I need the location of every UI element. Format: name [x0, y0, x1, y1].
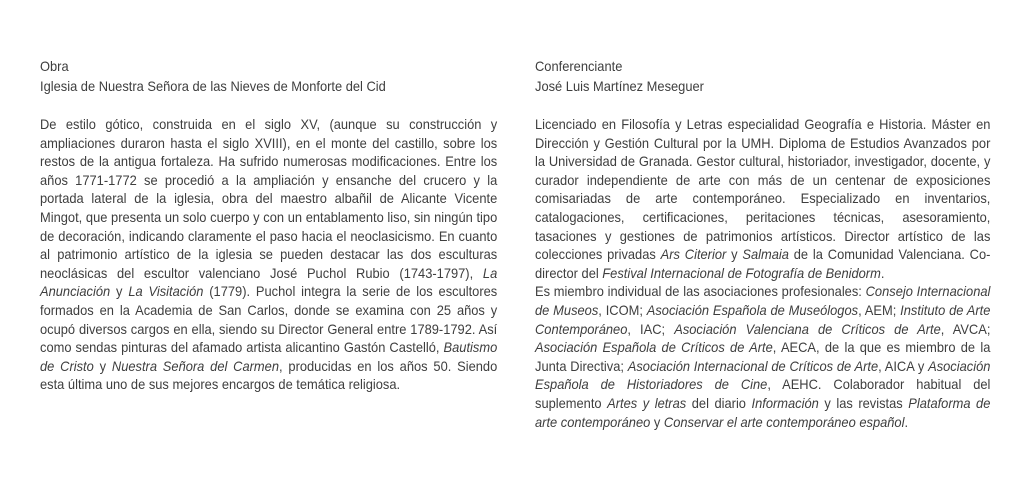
speaker-header — [535, 57, 990, 96]
speaker-bio-paragraph: Es miembro individual de las asociaciones profesionales: Consejo Internacional de Museos, ICOM; Asociación Española de Museólogos, AEM; Instituto de Arte Contemporáneo, IAC; Asociación Valenciana de Críticos de Arte, AVCA; Asociación Española de Críticos de Arte, AECA, de la que es miembro de la Junta Directiva; Asociación Internacional de Críticos de Arte, AICA y Asociación Española de Historiadores de Cine, AEHC. Colaborador habitual del suplemento Artes y letras del diario Información y las revistas Plataforma de arte contemporáneo y Conservar el arte contemporáneo español. — [535, 283, 991, 430]
speaker-bio-paragraph: Licenciado en Filosofía y Letras especialidad Geografía e Historia. Máster en Dirección y Gestión Cultural por la UMH. Diploma de Estudios Avanzados por la Universidad de Granada. Gestor cultural, historiador, investigador, docente, y curador independiente de arte con más de un centenar de exposiciones comisariadas de arte contemporáneo. Especializado en inventarios, catalogaciones, certificaciones, peritaciones técnicas, asesoramiento, tasaciones y gestiones de patrimonios artísticos. Director artístico de las colecciones privadas Ars Citerior y Salmaia de la Comunidad Valenciana. Co-director del Festival Internacional de Fotografía de Benidorm. — [535, 116, 991, 281]
work-section-label: Obra — [40, 58, 69, 74]
speaker-name: José Luis Martínez Meseguer — [535, 77, 704, 94]
work-description-paragraph: De estilo gótico, construida en el siglo XV, (aunque su construcción y ampliaciones duraron hasta el siglo XVIII), en el monte del castillo, sobre los restos de la antigua fortaleza. Ha sufrido numerosas modificaciones. Entre los años 1771-1772 se procedió a la ampliación y ensanche del crucero y la portada lateral de la iglesia, obra del maestro albañil de Alicante Vicente Mingot, que presenta un solo cuerpo y con un entablamento liso, sin ningún tipo de decoración, indicando claramente el paso hacia el neoclasicismo. En cuanto al patrimonio artístico de la iglesia se pueden destacar las dos esculturas neoclásicas del escultor valenciano José Puchol Rubio (1743-1797), La Anunciación y La Visitación (1779). Puchol integra la serie de los escultores formados en la Academia de San Carlos, donde se examina con 25 años y ocupó diversos cargos en ella, siendo su Director General entre 1789-1792. Así como sendas pinturas del afamado artista alicantino Gastón Castelló, Bautismo de Cristo y Nuestra Señora del Carmen, producidas en los años 50. Siendo esta última uno de sus mejores encargos de temática religiosa. — [40, 116, 498, 393]
work-title: Iglesia de Nuestra Señora de las Nieves de Monforte del Cid — [40, 77, 386, 94]
work-description — [40, 115, 497, 394]
speaker-bio — [535, 115, 990, 431]
work-column — [40, 57, 497, 394]
work-header — [40, 57, 497, 96]
speaker-section-label: Conferenciante — [535, 58, 623, 74]
speaker-column — [535, 57, 990, 431]
